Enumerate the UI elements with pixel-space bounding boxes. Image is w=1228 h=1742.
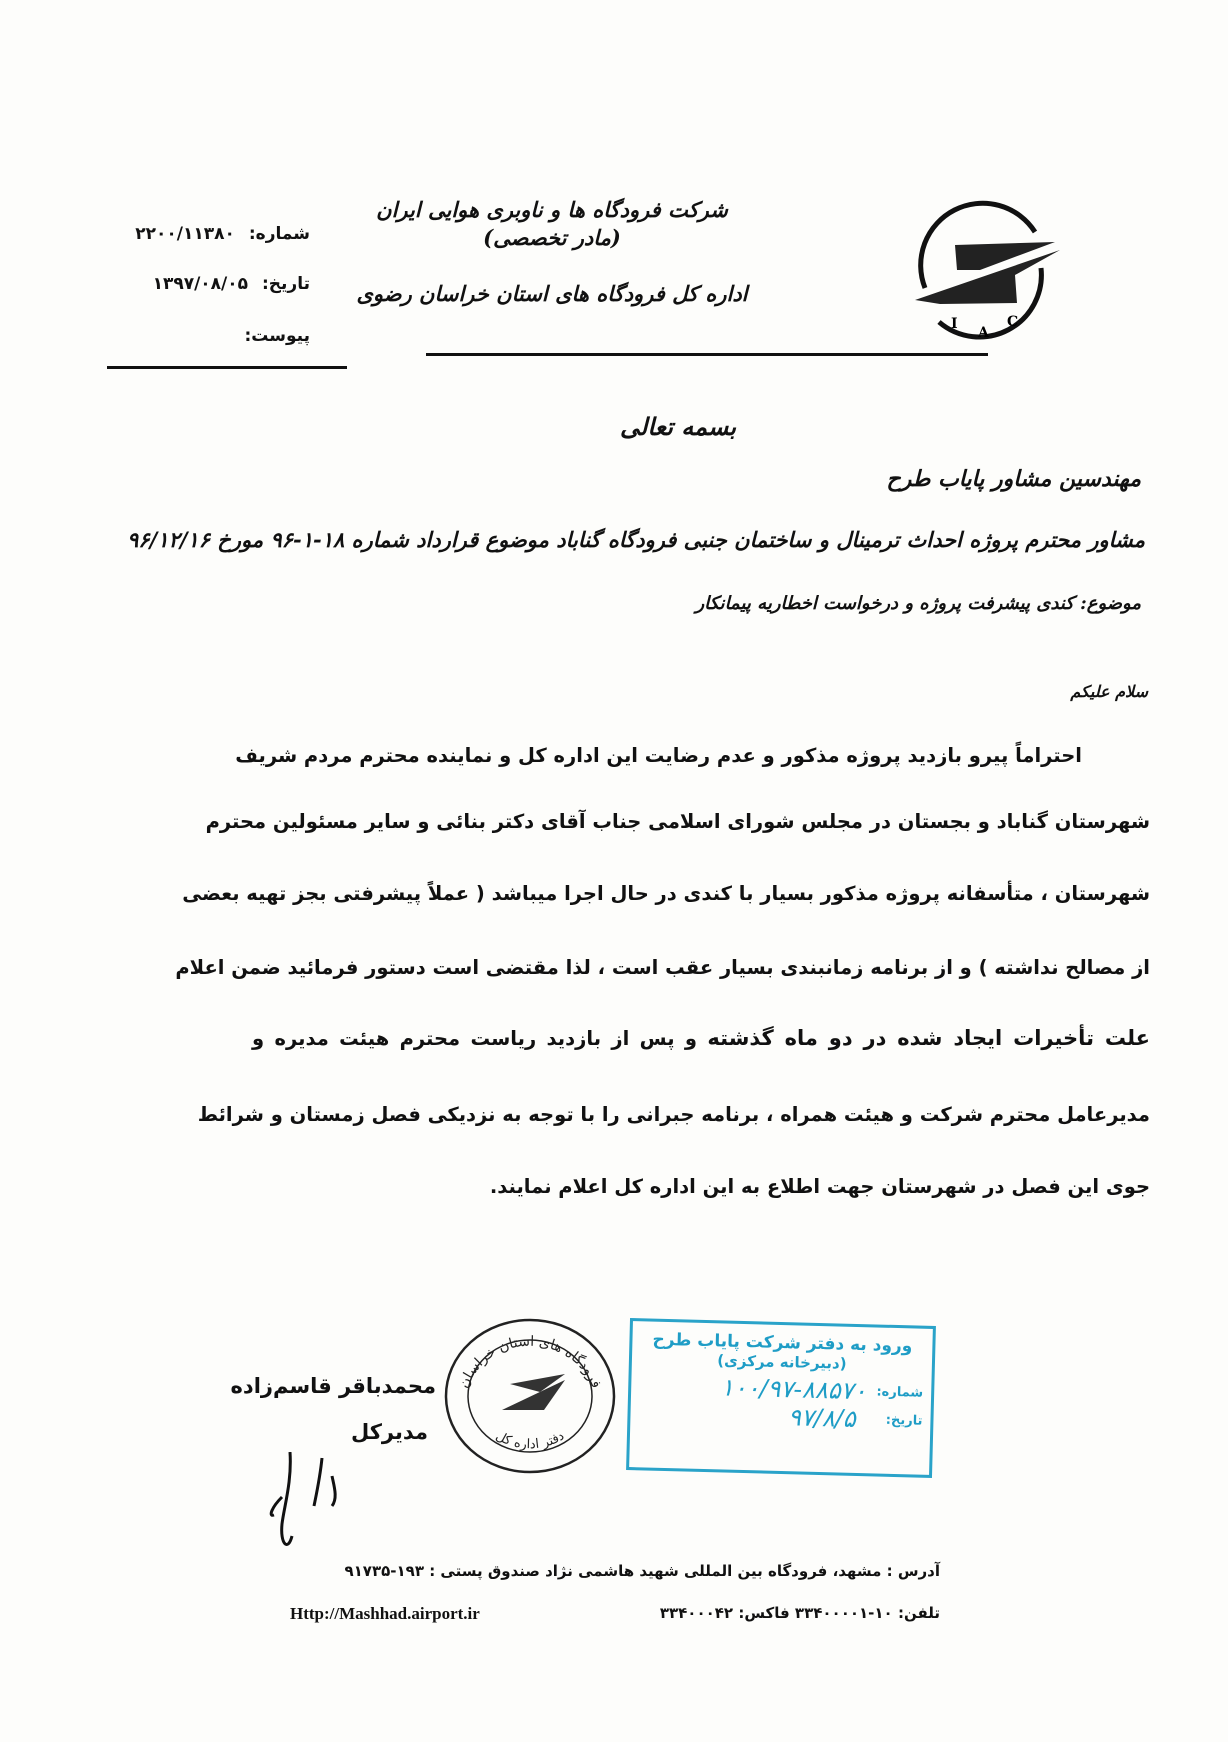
handwritten-signature <box>262 1452 372 1566</box>
seal-text-top: فرودگاه های استان خراسان <box>455 1333 605 1391</box>
letter-date <box>110 274 310 294</box>
iac-logo <box>895 200 1065 340</box>
signatory-name: محمدباقر قاسم‌زاده <box>230 1374 436 1398</box>
signatory-title: مدیرکل <box>350 1420 428 1444</box>
org-department: اداره کل فرودگاه های استان خراسان رضوی <box>356 281 748 306</box>
body-line: از مصالح نداشته ) و از برنامه زمانبندی بسیار عقب است ، لذا مقتضی است دستور فرمائید ضمن اعلام <box>175 956 1150 979</box>
body-line: جوی این فصل در شهرستان جهت اطلاع به این اداره کل اعلام نمایند. <box>489 1175 1150 1198</box>
logo-letter-a: A <box>978 325 989 340</box>
footer-contact <box>290 1604 940 1624</box>
letter-attachment <box>110 326 310 346</box>
stamp-number-value: ۱۰۰/۹۷-۸۸۵۷۰ <box>720 1373 867 1406</box>
body-line: شهرستان گناباد و بجستان در مجلس شورای اسلامی جناب آقای دکتر بنائی و سایر مسئولین محترم <box>205 810 1150 833</box>
footer-address: آدرس : مشهد، فرودگاه بین المللی شهید هاشمی نژاد صندوق پستی : ۱۹۳-۹۱۷۳۵ <box>344 1562 940 1580</box>
letter-attachment-label: پیوست: <box>244 326 310 346</box>
stamp-subtitle: (دبیرخانه مرکزی) <box>717 1351 847 1373</box>
body-line: احتراماً پیرو بازدید پروژه مذکور و عدم رضایت این اداره کل و نماینده محترم مردم شریف <box>235 744 1082 767</box>
body-line: مدیرعامل محترم شرکت و هیئت همراه ، برنامه جبرانی را با توجه به نزدیکی فصل زمستان و شرائط <box>197 1103 1150 1126</box>
header-divider-right <box>426 353 988 356</box>
letter-number-value: ۲۲۰۰/۱۱۳۸۰ <box>135 224 235 244</box>
body-line: شهرستان ، متأسفانه پروژه مذکور بسیار با کندی در حال اجرا میباشد ( عملاً پیشرفتی بجز تهیه بعضی <box>182 882 1150 905</box>
letter-number-label: شماره: <box>248 224 310 244</box>
addressee: مهندسین مشاور پایاب طرح <box>886 466 1141 492</box>
stamp-title: ورود به دفتر شرکت پایاب طرح <box>652 1329 913 1357</box>
letter-date-value: ۱۳۹۷/۰۸/۰۵ <box>152 274 248 294</box>
body-line <box>252 1026 1150 1050</box>
logo-letter-c: C <box>1007 314 1019 330</box>
official-seal <box>440 1312 620 1477</box>
body-emphasis: علت تأخیرات ایجاد شده در دو ماه گذشته <box>707 1026 1150 1050</box>
seal-text-bottom: دفتر اداره کل <box>493 1428 568 1453</box>
body-text: و پس از بازدید ریاست محترم هیئت مدیره و <box>252 1027 698 1050</box>
letter-date-label: تاریخ: <box>262 274 310 294</box>
addressee-project: مشاور محترم پروژه احداث ترمینال و ساختمان جنبی فرودگاه گناباد موضوع قرارداد شماره ۱۸-۱-۹۶ مورخ ۹۶/۱۲/۱۶ <box>126 527 1145 552</box>
org-name: شرکت فرودگاه ها و ناوبری هوایی ایران (مادر تخصصی) <box>376 197 728 250</box>
logo-letter-i: I <box>951 316 958 332</box>
received-stamp <box>626 1318 936 1478</box>
stamp-number-label: شماره: <box>876 1383 924 1401</box>
stamp-date-value: ۹۷/۸/۵ <box>787 1403 857 1433</box>
footer-phone-fax: تلفن: ۱۰-۳۳۴۰۰۰۰۱ فاکس: ۳۳۴۰۰۰۴۲ <box>659 1604 940 1622</box>
stamp-date-label: تاریخ: <box>885 1412 923 1429</box>
letter-number <box>110 224 310 244</box>
invocation: بسمه تعالی <box>620 412 737 441</box>
header-divider-left <box>107 366 347 369</box>
subject: موضوع: کندی پیشرفت پروژه و درخواست اخطاریه پیمانکار <box>695 593 1141 614</box>
greeting: سلام علیکم <box>1070 682 1148 701</box>
footer-website[interactable]: Http://Mashhad.airport.ir <box>290 1604 480 1623</box>
